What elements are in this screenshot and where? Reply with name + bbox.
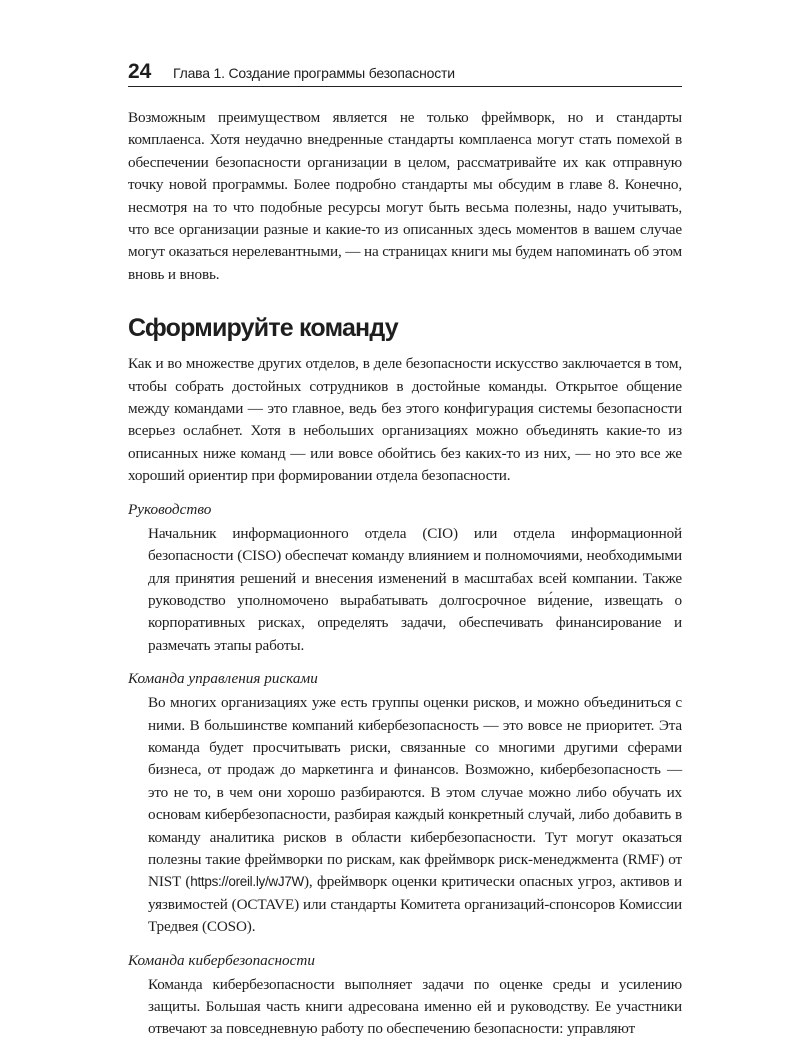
definition-text-part: ), фреймворк оценки критически опасных угроз, активов и уязвимостей (OCTAVE) или стандарты Комитета организаций-спонсоров Комиссии Тредвея (COSO). (148, 873, 682, 936)
definition-risk-management-team (148, 692, 682, 938)
definition-leadership: Начальник информационного отдела (CIO) или отдела информационной безопасности (CISO) обеспечат команду влиянием и полномочиями, необходимыми для принятия решений и внесения изменений в масштабах всей компании. Также руководство уполномочено вырабатывать долгосрочное ви́дение, извещать о корпоративных рисках, определять задачи, обеспечивать финансирование и размечать этапы работы. (148, 524, 682, 654)
term-leadership: Руководство (128, 500, 212, 518)
term-risk-management-team: Команда управления рисками (128, 670, 318, 688)
intro-paragraph: Возможным преимуществом является не только фреймворк, но и стандарты комплаенса. Хотя неудачно внедренные стандарты комплаенса могут стать помехой в обеспечении безопасности организации в целом, рассматривайте их как отправную точку новой программы. Более подробно стандарты мы обсудим в главе 8. Конечно, несмотря на то что подобные ресурсы могут быть весьма полезны, надо учитывать, что все организации разные и какие-то из описанных здесь моментов в вашем случае могут оказаться нерелевантными, — на страницах книги мы будем напоминать об этом вновь и вновь. (128, 109, 682, 283)
page-number: 24 (128, 60, 152, 83)
running-header (128, 60, 682, 87)
definition-text-part: Во многих организациях уже есть группы оценки рисков, и можно объединиться с ними. В большинстве компаний кибербезопасность — это вовсе не приоритет. Эта команда будет просчитывать риски, связанные со многими другими сферами бизнеса, от продаж до маркетинга и финансов. Возможно, кибербезопасность — это не то, в чем они хорошо разбираются. В этом случае можно либо обучать их основам кибербезопасности, разбирая каждый конкретный случай, либо добавить в команду аналитика рисков в области кибербезопасности. Тут могут оказаться полезны такие фреймворки по рискам, как фреймворк риск-менеджмента (RMF) от NIST ( (148, 694, 682, 891)
chapter-running-title: Глава 1. Создание программы безопасности (173, 65, 455, 81)
definition-cybersecurity-team: Команда кибербезопасности выполняет задачи по оценке среды и усилению защиты. Большая часть книги адресована именно ей и руководству. Ее участники отвечают за повседневную работу по обеспечению безопасности: управляют (148, 975, 682, 1038)
term-cybersecurity-team: Команда кибербезопасности (128, 951, 315, 969)
section-heading: Сформируйте команду (128, 314, 398, 343)
section-paragraph: Как и во множестве других отделов, в деле безопасности искусство заключается в том, чтобы собрать достойных сотрудников в достойные команды. Открытое общение между командами — это главное, ведь без этого конфигурация системы безопасности всерьез ослабнет. Хотя в небольших организациях можно объединять какие-то из описанных ниже команд — или вовсе обойтись без каких-то из них, — но это все же хороший ориентир при формировании отдела безопасности. (128, 355, 682, 485)
page-content (128, 107, 682, 1041)
nist-rmf-link[interactable]: https://oreil.ly/wJ7W (190, 874, 304, 890)
